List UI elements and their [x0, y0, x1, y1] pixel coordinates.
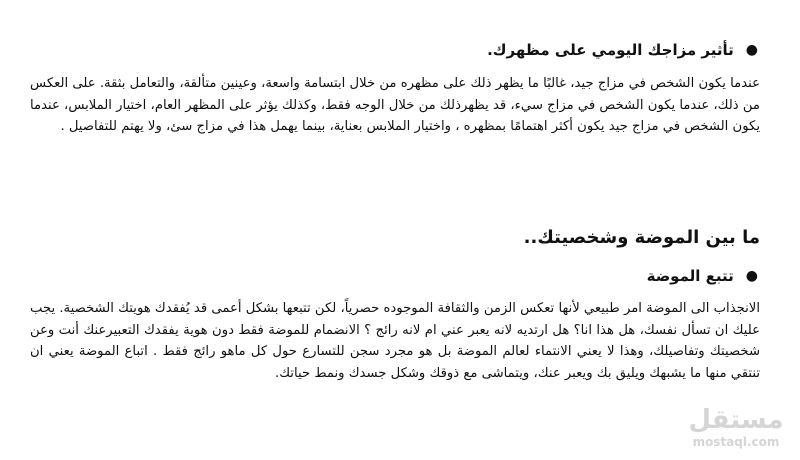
bullet-icon: ● — [745, 42, 758, 58]
section1-heading — [487, 40, 758, 60]
section2-paragraph: الانجذاب الى الموضة امر طبيعي لأنها تعكس الزمن والثقافة الموجوده حصرياً، لكن تتبعها بشكل أعمى قد يُفقدك هويتك الشخصية. يجب عليك ان تسأل نفسك، هل هذا انا؟ هل ارتديه لانه يعبر عني ام لانه رائج ؟ الانضمام للموضة فقط دون هوية يفقدك التعبيرعنك أنت وعن شخصيتك وتفاصيلك، وهذا لا يعني الانتماء لعالم الموضة بل هو مجرد سجن للتسارع حول كل ماهو رائج فقط . اتباع الموضة يعني ان تنتقي منها ما يشبهك ويليق بك ويعبر عنك، ويتماشى مع ذوقك وشكل جسدك ونمط حياتك. — [30, 301, 760, 381]
bullet-icon: ● — [745, 268, 758, 284]
section2-title: ما بين الموضة وشخصيتك.. — [523, 227, 760, 248]
section1-heading-text: تأثير مزاجك اليومي على مظهرك. — [487, 41, 734, 59]
section2-subheading-text: تتبع الموضة — [646, 267, 734, 285]
watermark-arabic: مستقل — [688, 405, 784, 435]
section1-paragraph: عندما يكون الشخص في مزاج جيد، غالبًا ما يظهر ذلك على مظهره من خلال ابتسامة واسعة، وعينين متألقة، والتعامل بثقة. على العكس من ذلك، عندما يكون الشخص في مزاج سيء، قد يظهرذلك من خلال الوجه فقط، وكذلك يؤثر على المظهر العام، اختيار الملابس، عندما يكون الشخص في مزاج جيد يكون أكثر اهتمامًا بمظهره ، واختيار الملابس بعناية، بينما يهمل هذا في مزاج سئ، ولا يهتم للتفاصيل . — [30, 76, 760, 135]
mostaql-watermark-logo — [676, 405, 796, 457]
watermark-latin: mostaql.com — [692, 435, 780, 449]
section2-subheading — [647, 266, 758, 286]
